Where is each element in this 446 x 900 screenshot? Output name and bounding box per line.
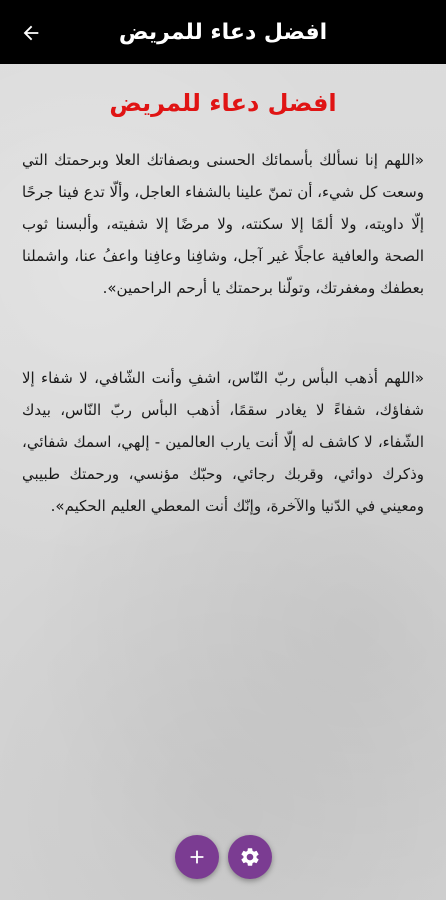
gear-icon (239, 846, 261, 868)
settings-button[interactable] (228, 835, 272, 879)
plus-icon (186, 846, 208, 868)
arrow-back-icon (20, 22, 42, 44)
app-bar (0, 0, 446, 64)
content-area (0, 64, 446, 900)
prayer-text: «اللهم أذهب البأس ربّ النّاس، اشفِ وأنت الشّافي، لا شفاء إلا شفاؤك، شفاءً لا يغادر سقمًا، أذهب البأس ربّ النّاس، بيدك الشّفاء، لا كاشف له إلّا أنت يارب العالمين - إلهي، اسمك شفائي، وذكرك دوائي، وقربك رجائي، وحبّك مؤنسي، ورحمتك طبيبي ومعيني في الدّنيا والآخرة، وإنّك أنت المعطي العليم الحكيم». (22, 369, 424, 515)
back-button[interactable] (14, 16, 48, 50)
page-heading: افضل دعاء للمريض (109, 89, 337, 117)
app-title: افضل دعاء للمريض (118, 19, 328, 45)
prayer-text: «اللهم إنا نسألك بأسمائك الحسنى وبصفاتك العلا وبرحمتك التي وسعت كل شيء، أن تمنّ علينا بالشفاء العاجل، وألّا تدع فينا جرحًا إلّا داويته، ولا ألمًا إلا سكنته، ولا مرضًا إلا شفيته، وألبسنا ثوب الصحة والعافية عاجلًا غير آجل، وشافِنا وعافِنا واعفُ عنا، واشملنا بعطفك ومغفرتك، وتولّنا برحمتك يا أرحم الراحمين». (22, 151, 424, 297)
add-button[interactable] (175, 835, 219, 879)
